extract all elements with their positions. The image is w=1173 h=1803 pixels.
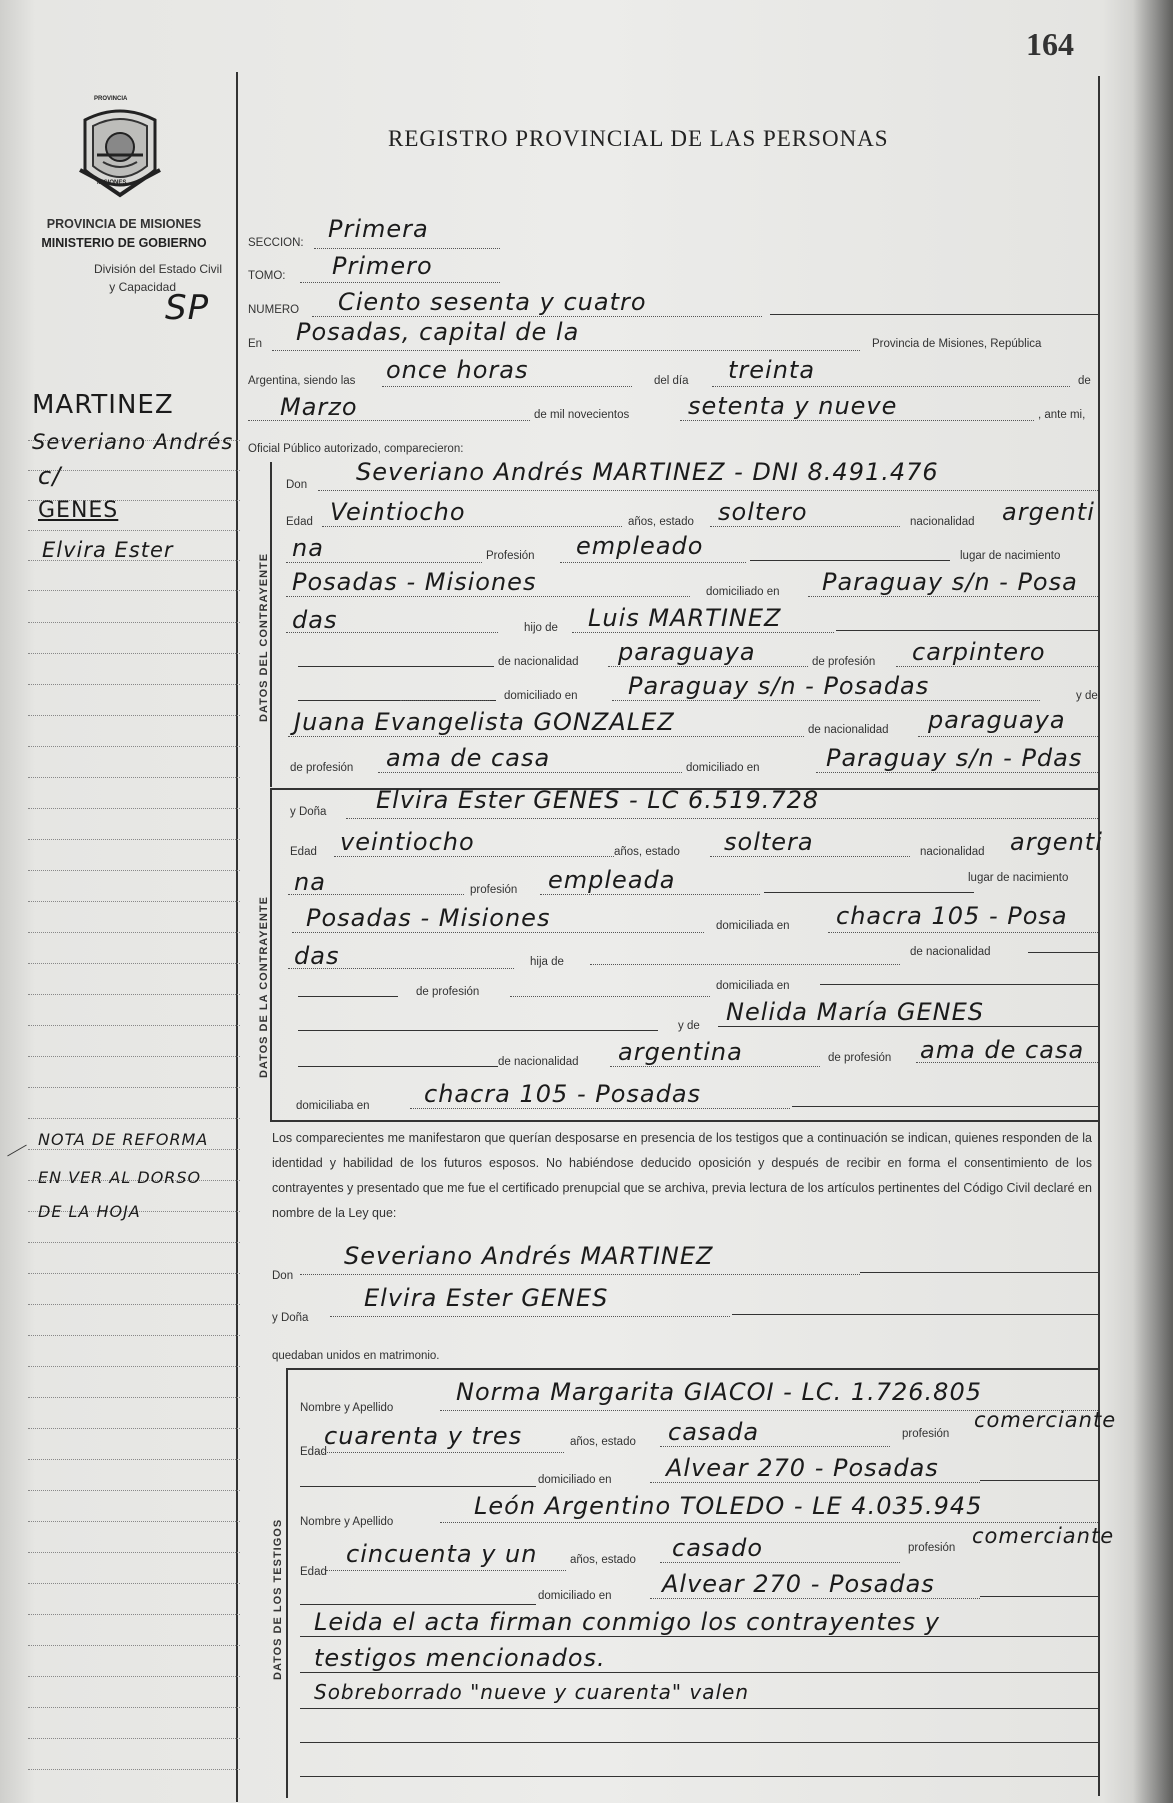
dia-value: treinta	[728, 356, 816, 384]
contrayenta-domicilio-1: chacra 105 - Posa	[836, 902, 1068, 930]
numero-label: NUMERO	[248, 304, 300, 316]
t1-edad: cuarenta y tres	[324, 1422, 523, 1450]
madre-nombre: Juana Evangelista GONZALEZ	[294, 708, 675, 736]
t2-estado: casado	[672, 1534, 764, 1562]
anios-label: años, estado	[628, 516, 694, 528]
madre-nacionalidad: paraguaya	[928, 706, 1066, 734]
tomo-value: Primero	[332, 252, 433, 280]
cierre-line-3: Sobreborrado "nueve y cuarenta" valen	[314, 1680, 750, 1704]
margin-note-line-3: DE LA HOJA	[38, 1202, 141, 1221]
hija-label: hija de	[530, 956, 564, 968]
anio-value: setenta y nueve	[688, 392, 898, 420]
t2-anios-label: años, estado	[570, 1554, 636, 1566]
de-nacionalidad-label: de nacionalidad	[498, 656, 579, 668]
contrayente-domicilio-2: das	[292, 606, 338, 634]
contrayenta-madre-nacionalidad: argentina	[618, 1038, 743, 1066]
contrayenta-nacionalidad-2: na	[294, 868, 326, 896]
t1-domicilio: Alvear 270 - Posadas	[666, 1454, 939, 1482]
margin-note-line-1: NOTA DE REFORMA	[38, 1130, 209, 1149]
lugar-value: Posadas, capital de la	[296, 318, 580, 346]
hora-value: once horas	[386, 356, 529, 384]
page-edge-shadow	[1133, 0, 1173, 1803]
seal-text-bottom: MISIONES	[97, 180, 127, 186]
nacionalidad-label: nacionalidad	[910, 516, 975, 528]
don-label: Don	[286, 479, 308, 491]
decl-dona-value: Elvira Ester GENES	[364, 1284, 609, 1312]
contrayenta-section-label: DATOS DE LA CONTRAYENTE	[258, 896, 270, 1078]
contrayente-profesion: empleado	[576, 532, 704, 560]
lugar-nac-label-2: lugar de nacimiento	[968, 872, 1069, 884]
provincial-seal-icon	[75, 100, 165, 205]
domiciliada2-label: domiciliada en	[716, 980, 790, 992]
mil-label: de mil novecientos	[534, 409, 630, 421]
contrayente-nombre: Severiano Andrés MARTINEZ - DNI 8.491.476	[356, 458, 939, 486]
t2-domiciliado-label: domiciliado en	[538, 1590, 612, 1602]
padre-profesion: carpintero	[912, 638, 1046, 666]
domiciliado-label: domiciliado en	[706, 586, 780, 598]
madre-profesion: ama de casa	[386, 744, 551, 772]
contrayenta-madre-profesion: ama de casa	[920, 1036, 1085, 1064]
t1-profesion: comerciante	[974, 1408, 1117, 1432]
contrayenta-lugar-nac: Posadas - Misiones	[306, 904, 551, 932]
del-dia-label: del día	[654, 375, 689, 387]
cierre-line-2: testigos mencionados.	[314, 1644, 606, 1672]
contrayente-edad: Veintiocho	[330, 498, 466, 526]
contrayenta-domicilio-2: das	[294, 942, 340, 970]
t2-nombre-label: Nombre y Apellido	[300, 1516, 394, 1528]
domiciliada-label: domiciliada en	[716, 920, 790, 932]
contrayenta-estado: soltera	[724, 828, 814, 856]
testigos-section-label: DATOS DE LOS TESTIGOS	[272, 1518, 284, 1680]
de-label: de	[1078, 375, 1091, 387]
seccion-value: Primera	[328, 215, 429, 243]
contrayenta-block-rule	[270, 790, 272, 1120]
margin-note-mark	[7, 1145, 27, 1157]
margin-connector: c/	[38, 462, 62, 490]
dona-label: y Doña	[290, 806, 327, 818]
nacionalidad-label-2: nacionalidad	[920, 846, 985, 858]
t2-domicilio: Alvear 270 - Posadas	[662, 1570, 935, 1598]
ante-label: , ante mi,	[1038, 409, 1086, 421]
testigos-top-rule	[286, 1368, 1098, 1370]
declaration-text: Los comparecientes me manifestaron que querían desposarse en presencia de los testigos que a continuación se indican, quienes responden de la identidad y habilidad de los futuros esposos. No habiéndose deducido oposición y después de recibir en forma el consentimiento de los contrayentes y presentado que me fue el certificado prenupcial que se archiva, previa lectura de los artículos pertinentes del Código Civil declaré en nombre de la Ley que:	[272, 1131, 1092, 1220]
madre-nac-label-2: de nacionalidad	[498, 1056, 579, 1068]
argentina-label: Argentina, siendo las	[248, 375, 356, 387]
contrayenta-edad: veintiocho	[340, 828, 475, 856]
edad-label-2: Edad	[290, 846, 317, 858]
decl-don-label: Don	[272, 1270, 294, 1282]
decl-dona-label: y Doña	[272, 1312, 309, 1324]
page-number: 164	[1026, 26, 1074, 62]
y-de-label: y de	[1076, 690, 1098, 702]
profesion-label: Profesión	[486, 550, 535, 562]
margin-note-line-2: EN VER AL DORSO	[38, 1168, 202, 1187]
t1-profesion-label: profesión	[902, 1428, 950, 1440]
decl-don-value: Severiano Andrés MARTINEZ	[344, 1242, 714, 1270]
t1-edad-label: Edad	[300, 1446, 327, 1458]
margin-names-2: Elvira Ester	[42, 538, 174, 562]
t2-profesion: comerciante	[972, 1524, 1115, 1548]
contrayente-section-label: DATOS DEL CONTRAYENTE	[258, 552, 270, 722]
t2-profesion-label: profesión	[908, 1542, 956, 1554]
division-label-1: División del Estado Civil	[93, 262, 222, 276]
t2-edad: cincuenta y un	[346, 1540, 538, 1568]
contrayente-lugar-nac: Posadas - Misiones	[292, 568, 537, 596]
madre-nac-label: de nacionalidad	[808, 724, 889, 736]
contrayente-nacionalidad-1: argenti	[1002, 498, 1095, 526]
contrayenta-nombre: Elvira Ester GENES - LC 6.519.728	[376, 786, 820, 814]
province-label: PROVINCIA DE MISIONES	[46, 217, 202, 231]
block-separator-2	[270, 1120, 1098, 1122]
edad-label: Edad	[286, 516, 313, 528]
t1-estado: casada	[668, 1418, 760, 1446]
padre-nacionalidad: paraguaya	[618, 638, 756, 666]
unidos-text: quedaban unidos en matrimonio.	[272, 1350, 440, 1362]
ministry-label: MINISTERIO DE GOBIERNO	[41, 236, 207, 250]
contrayenta-madre-domicilio: chacra 105 - Posadas	[424, 1080, 702, 1108]
seccion-label: SECCION:	[248, 237, 304, 249]
t1-domiciliado-label: domiciliado en	[538, 1474, 612, 1486]
t1-anios-label: años, estado	[570, 1436, 636, 1448]
profesion-label-2: profesión	[470, 884, 518, 896]
contrayente-nacionalidad-2: na	[292, 534, 324, 562]
de-profesion-label: de profesión	[812, 656, 876, 668]
contrayenta-nacionalidad-1: argenti	[1010, 828, 1103, 856]
en-label: En	[248, 338, 263, 350]
mes-value: Marzo	[280, 393, 358, 421]
contrayente-domicilio-1: Paraguay s/n - Posa	[822, 568, 1078, 596]
cierre-line-1: Leida el acta firman conmigo los contrayentes y	[314, 1608, 940, 1636]
oficial-label: Oficial Público autorizado, comparecieron:	[248, 443, 464, 455]
margin-surname-1: MARTINEZ	[32, 390, 174, 420]
t1-nombre: Norma Margarita GIACOI - LC. 1.726.805	[456, 1378, 982, 1406]
madre-prof-label: de profesión	[290, 762, 354, 774]
contrayente-estado: soltero	[718, 498, 808, 526]
madre-dom-label: domiciliado en	[686, 762, 760, 774]
de-nacionalidad-label-2: de nacionalidad	[910, 946, 991, 958]
t2-nombre: León Argentino TOLEDO - LE 4.035.945	[474, 1492, 983, 1520]
tomo-label: TOMO:	[248, 270, 286, 282]
de-profesion-label-2: de profesión	[416, 986, 480, 998]
testigos-block-rule	[286, 1368, 288, 1798]
margin-surname-2: GENES	[38, 498, 119, 523]
contrayenta-madre-nombre: Nelida María GENES	[726, 998, 985, 1026]
hijo-label: hijo de	[524, 622, 558, 634]
margin-names-1: Severiano Andrés	[32, 430, 234, 454]
domiciliaba-label: domiciliaba en	[296, 1100, 370, 1112]
t2-edad-label: Edad	[300, 1566, 327, 1578]
lugar-nac-label: lugar de nacimiento	[960, 550, 1061, 562]
padre-nombre: Luis MARTINEZ	[588, 604, 782, 632]
division-label-2: y Capacidad	[109, 280, 176, 294]
y-de-label-2: y de	[678, 1020, 700, 1032]
margin-initials-signature: SP	[165, 288, 210, 328]
madre-prof-label-2: de profesión	[828, 1052, 892, 1064]
padre-domiciliado-label: domiciliado en	[504, 690, 578, 702]
contrayenta-profesion: empleada	[548, 866, 676, 894]
seal-text-top: PROVINCIA	[94, 96, 128, 102]
margin-rule	[236, 72, 238, 1802]
anios-label-2: años, estado	[614, 846, 680, 858]
provincia-label: Provincia de Misiones, República	[872, 338, 1042, 350]
padre-domicilio: Paraguay s/n - Posadas	[628, 672, 930, 700]
contrayente-block-rule	[270, 462, 272, 787]
numero-value: Ciento sesenta y cuatro	[338, 288, 647, 316]
t1-nombre-label: Nombre y Apellido	[300, 1402, 394, 1414]
madre-domicilio: Paraguay s/n - Pdas	[826, 744, 1083, 772]
document-title: REGISTRO PROVINCIAL DE LAS PERSONAS	[388, 126, 889, 151]
